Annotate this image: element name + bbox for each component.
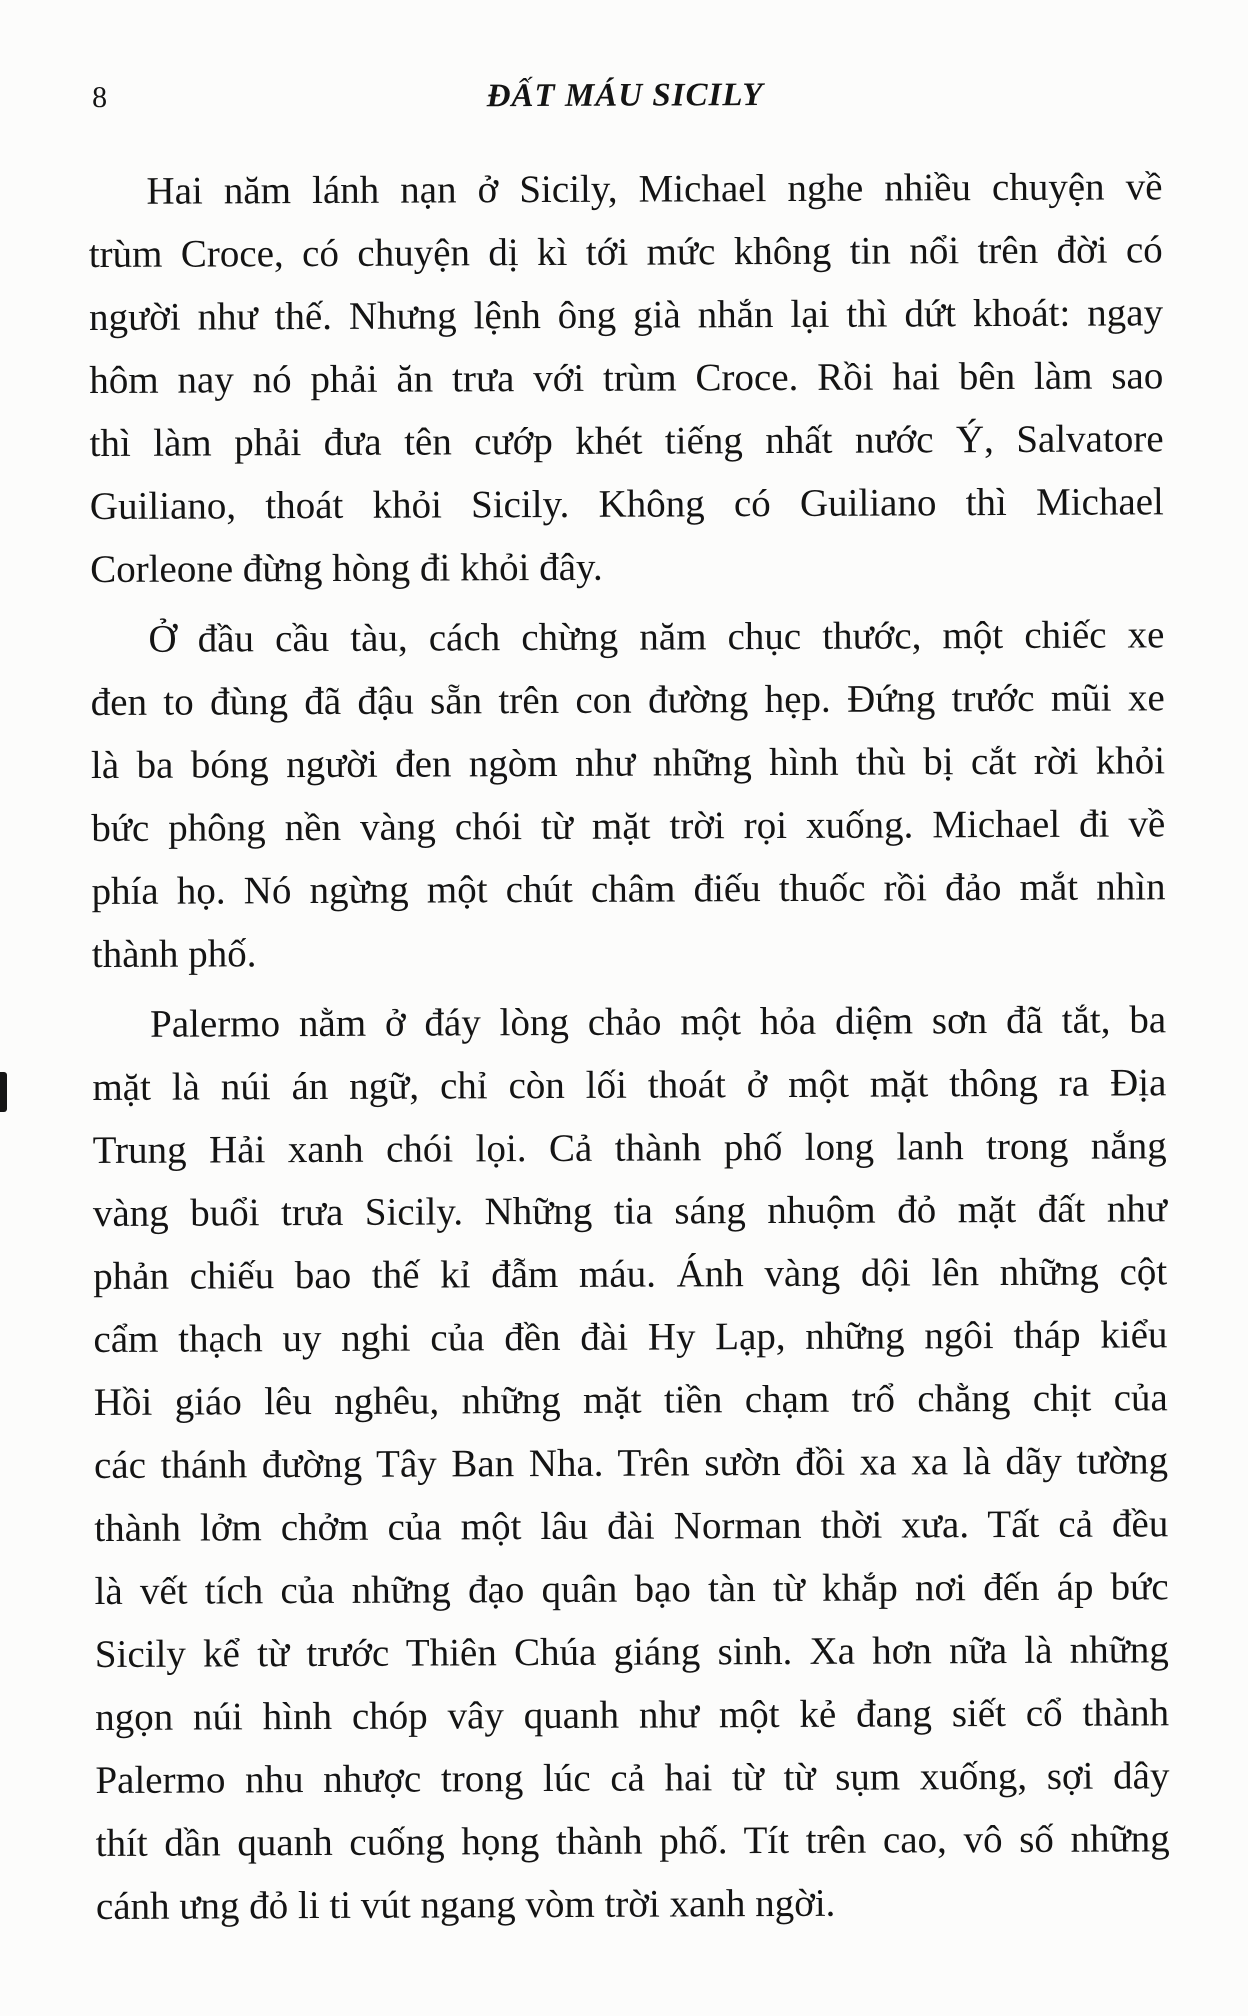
- text-line: Palermo nằm ở đáy lòng chảo một hỏa diệm sơn đã tắt, ba: [150, 998, 1167, 1046]
- text-line: Sicily kể từ trước Thiên Chúa giáng sinh. Xa hơn nữa là những: [94, 1628, 1169, 1676]
- text-line: đen to đùng đã đậu sẵn trên con đường hẹp. Đứng trước mũi xe: [90, 676, 1165, 724]
- text-line: vàng buổi trưa Sicily. Những tia sáng nhuộm đỏ mặt đất như: [92, 1187, 1168, 1235]
- text-line: hôm nay nó phải ăn trưa với trùm Croce. Rồi hai bên làm sao: [89, 354, 1164, 402]
- page-header: [88, 75, 1162, 124]
- scan-artifact: [0, 1072, 7, 1112]
- text-line: phản chiếu bao thế kỉ đẫm máu. Ánh vàng dội lên những cột: [93, 1250, 1168, 1298]
- text-line: Ở đầu cầu tàu, cách chừng năm chục thước, một chiếc xe: [148, 613, 1165, 661]
- text-line: cánh ưng đỏ li ti vút ngang vòm trời xanh ngời.: [95, 1881, 836, 1928]
- text-line: các thánh đường Tây Ban Nha. Trên sườn đồi xa xa là dãy tường: [93, 1439, 1169, 1487]
- text-line: thành phố.: [91, 932, 257, 976]
- text-line: thít dần quanh cuống họng thành phố. Tít trên cao, vô số những: [95, 1817, 1170, 1865]
- paragraph: [92, 988, 1170, 1938]
- text-line: mặt là núi án ngữ, chỉ còn lối thoát ở một mặt thông ra Địa: [92, 1061, 1167, 1109]
- page-content: [88, 75, 1170, 1938]
- text-line: là vết tích của những đạo quân bạo tàn từ khắp nơi đến áp bức: [94, 1565, 1169, 1613]
- text-line: phía họ. Nó ngừng một chút châm điếu thuốc rồi đảo mắt nhìn: [91, 865, 1166, 913]
- text-line: là ba bóng người đen ngòm như những hình thù bị cắt rời khỏi: [90, 739, 1166, 787]
- body-text: [88, 155, 1170, 1938]
- running-header-title: ĐẤT MÁU SICILY: [486, 77, 764, 115]
- text-line: Guiliano, thoát khỏi Sicily. Không có Guiliano thì Michael: [89, 480, 1164, 528]
- page-number: 8: [92, 80, 108, 114]
- text-line: Corleone đừng hòng đi khỏi đây.: [90, 545, 603, 591]
- text-line: thành lởm chởm của một lâu đài Norman thời xưa. Tất cả đều: [94, 1502, 1169, 1550]
- text-line: trùm Croce, có chuyện dị kì tới mức không tin nổi trên đời có: [88, 228, 1163, 276]
- text-line: người như thế. Nhưng lệnh ông già nhắn lại thì dứt khoát: ngay: [88, 291, 1164, 339]
- text-line: thì làm phải đưa tên cướp khét tiếng nhất nước Ý, Salvatore: [89, 417, 1164, 465]
- text-line: bức phông nền vàng chói từ mặt trời rọi xuống. Michael đi về: [91, 802, 1166, 850]
- text-line: Palermo nhu nhược trong lúc cả hai từ từ sụm xuống, sợi dây: [95, 1754, 1170, 1802]
- text-line: Hai năm lánh nạn ở Sicily, Michael nghe nhiều chuyện về: [146, 165, 1163, 213]
- text-line: cẩm thạch uy nghi của đền đài Hy Lạp, những ngôi tháp kiểu: [93, 1313, 1168, 1361]
- paragraph: [88, 155, 1164, 601]
- text-line: ngọn núi hình chóp vây quanh như một kẻ đang siết cổ thành: [95, 1691, 1170, 1739]
- text-line: Hồi giáo lêu nghêu, những mặt tiền chạm trổ chằng chịt của: [93, 1376, 1168, 1424]
- paragraph: [90, 603, 1166, 986]
- text-line: Trung Hải xanh chói lọi. Cả thành phố long lanh trong nắng: [92, 1124, 1167, 1172]
